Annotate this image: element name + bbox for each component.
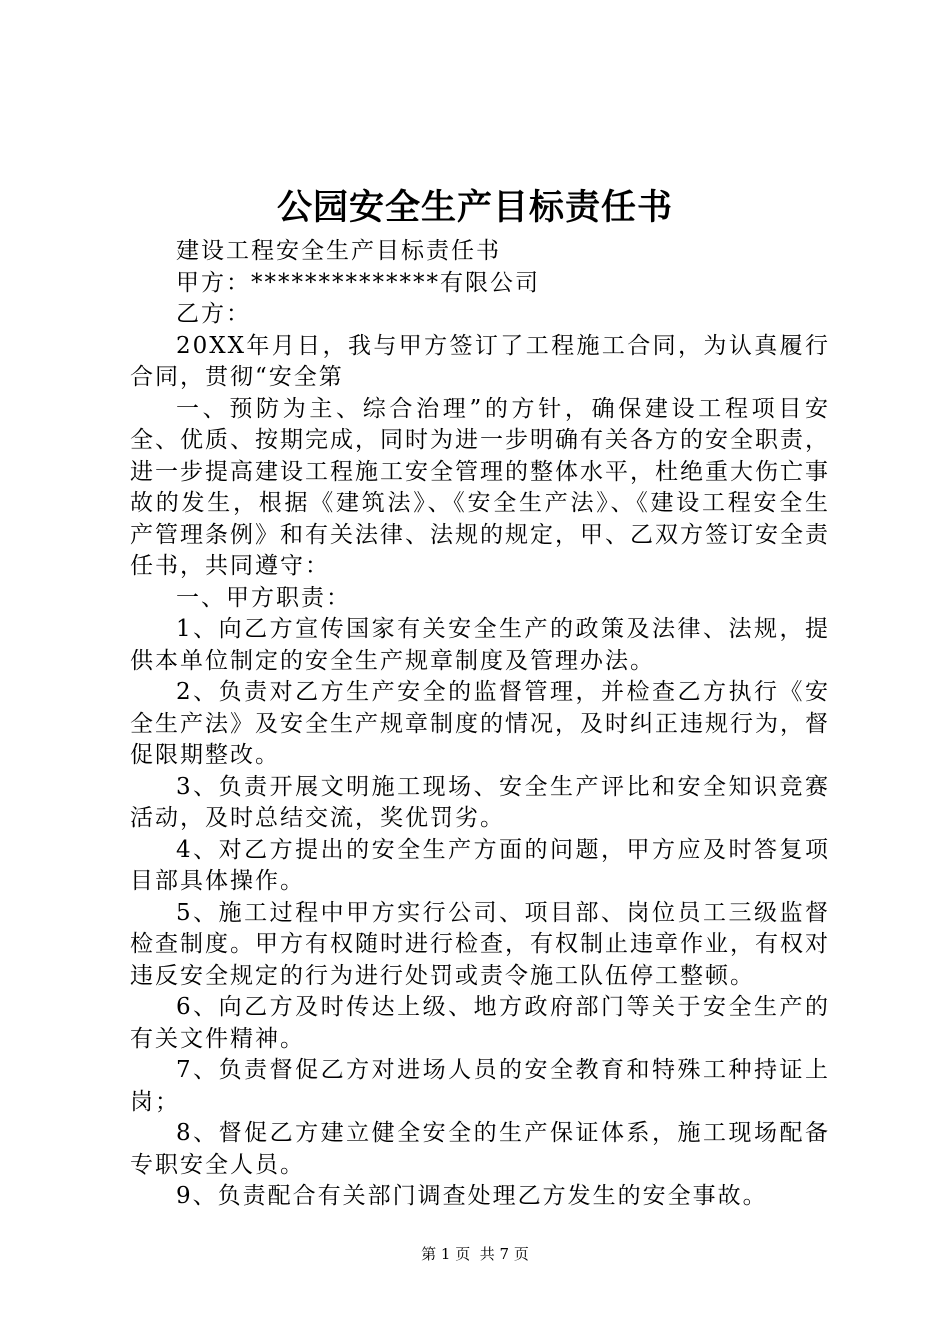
footer-gap — [470, 1245, 480, 1263]
list-item: 1、向乙方宣传国家有关安全生产的政策及法律、法规，提供本单位制定的安全生产规章制度及管理办法。 — [130, 616, 830, 674]
page-number: 第 1 页 — [421, 1245, 471, 1263]
page-footer — [0, 1244, 950, 1264]
section-heading-party-a-duties: 一、甲方职责： — [176, 584, 351, 611]
document-title: 公园安全生产目标责任书 — [276, 187, 673, 228]
list-item: 4、对乙方提出的安全生产方面的问题，甲方应及时答复项目部具体操作。 — [130, 836, 830, 894]
paragraph-intro: 20XX年月日，我与甲方签订了工程施工合同，为认真履行合同，贯彻“安全第 — [130, 332, 830, 390]
list-item: 7、负责督促乙方对进场人员的安全教育和特殊工种持证上岗； — [130, 1057, 830, 1115]
paragraph-party-a: 甲方：**************有限公司 — [176, 269, 540, 296]
list-item: 3、负责开展文明施工现场、安全生产评比和安全知识竞赛活动，及时总结交流，奖优罚劣。 — [130, 773, 830, 831]
paragraph-policy: 一、预防为主、综合治理”的方针，确保建设工程项目安全、优质、按期完成，同时为进一步明确有关各方的安全职责，进一步提高建设工程施工安全管理的整体水平，杜绝重大伤亡事故的发生，根据《建筑法》、《安全生产法》、《建设工程安全生产管理条例》和有关法律、法规的规定，甲、乙双方签订安全责任书，共同遵守： — [130, 395, 830, 579]
list-item: 5、施工过程中甲方实行公司、项目部、岗位员工三级监督检查制度。甲方有权随时进行检查，有权制止违章作业，有权对违反安全规定的行为进行处罚或责令施工队伍停工整顿。 — [130, 899, 830, 989]
document-body — [130, 236, 830, 1213]
paragraph-party-b: 乙方： — [176, 301, 251, 327]
list-item: 8、督促乙方建立健全安全的生产保证体系，施工现场配备专职安全人员。 — [130, 1120, 830, 1178]
total-pages: 共 7 页 — [479, 1245, 529, 1263]
list-item: 2、负责对乙方生产安全的监督管理，并检查乙方执行《安全生产法》及安全生产规章制度的情况，及时纠正违规行为，督促限期整改。 — [130, 679, 830, 768]
list-item: 9、负责配合有关部门调查处理乙方发生的安全事故。 — [176, 1183, 768, 1209]
list-item: 6、向乙方及时传达上级、地方政府部门等关于安全生产的有关文件精神。 — [130, 994, 830, 1052]
paragraph-subtitle: 建设工程安全生产目标责任书 — [176, 238, 501, 264]
